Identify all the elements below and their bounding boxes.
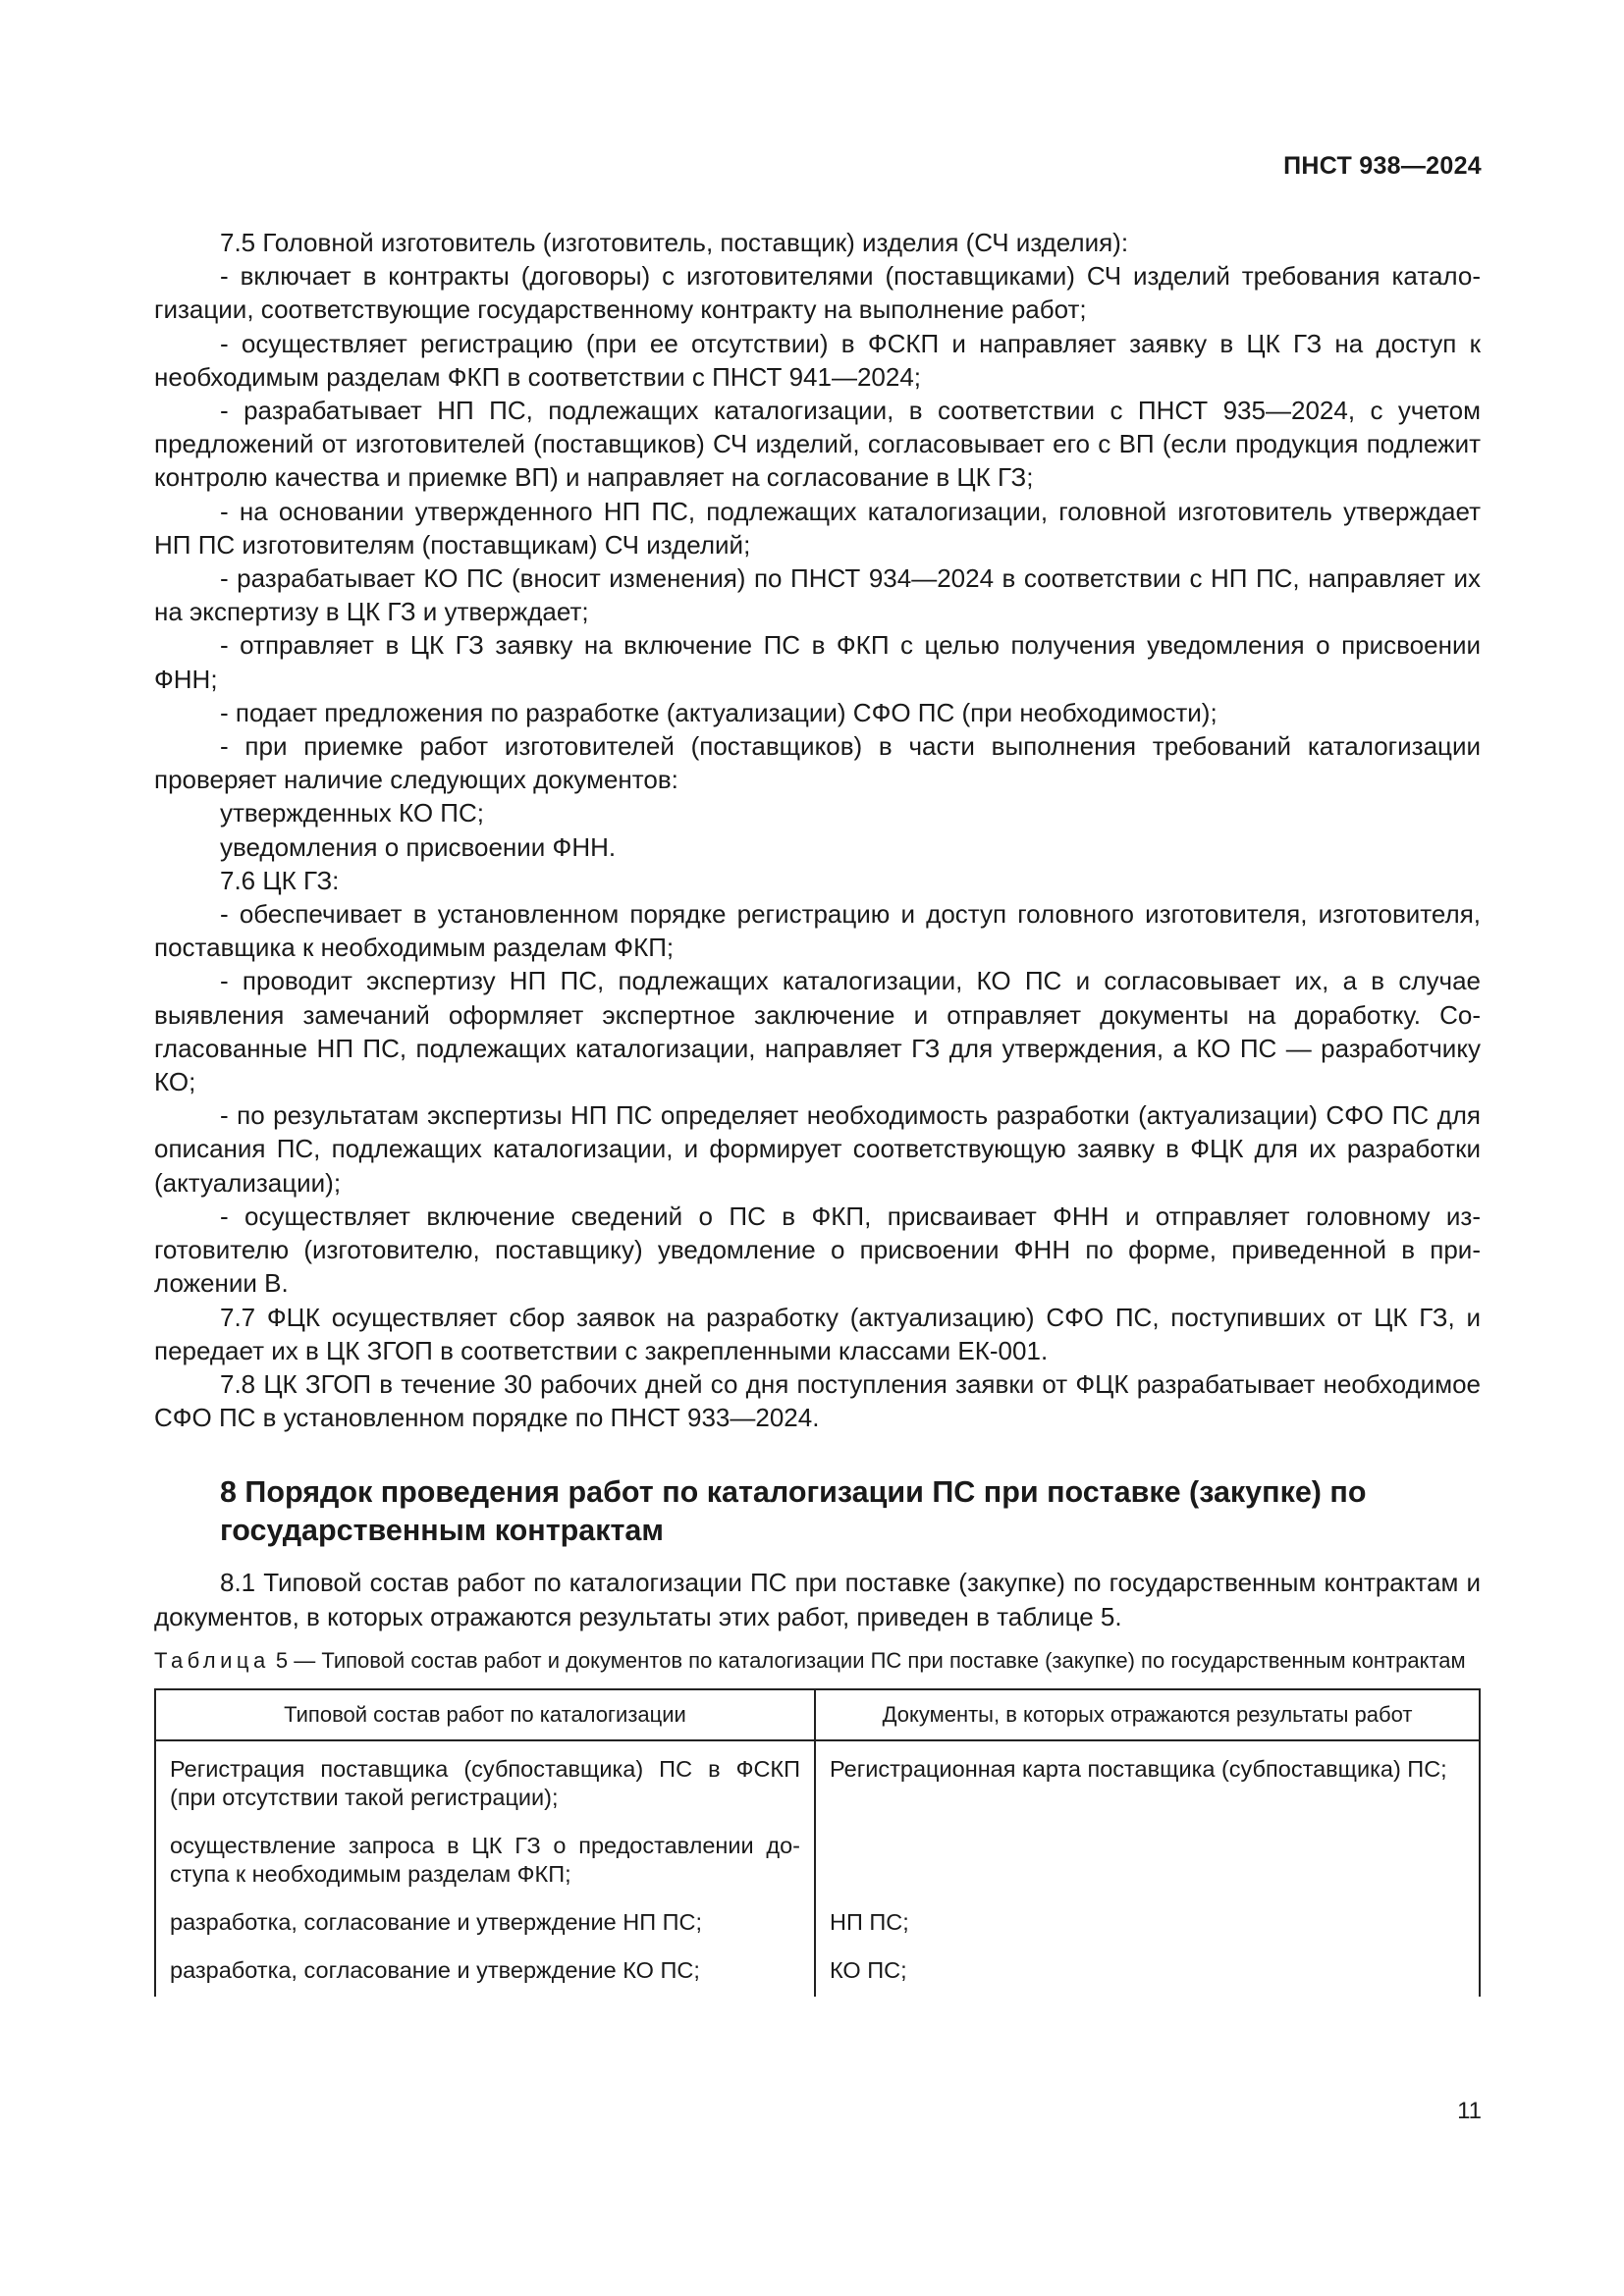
list-item: - разрабатывает КО ПС (вносит изменения) по ПНСТ 934—2024 в соответствии с НП ПС, направляет их на экспертизу в ЦК ГЗ и утверждает; (154, 563, 1481, 627)
list-item: - на основании утвержденного НП ПС, подлежащих каталогизации, головной изготовитель утверждает НП ПС изготовителям (поставщикам) СЧ изделий; (154, 496, 1481, 560)
list-item: - проводит экспертизу НП ПС, подлежащих каталогизации, КО ПС и согласовывает их, а в случае выявления замечаний оформляет экспертное заключение и отправляет документы на доработку. Согласованные НП ПС, подлежащих каталогизации, направляет ГЗ для утверждения, а КО ПС — разработчику КО; (154, 966, 1481, 1097)
list-item: - по результатам экспертизы НП ПС определяет необходимость разработки (актуализации) СФО ПС для описания ПС, подлежащих каталогизации, и формирует соответствующую заявку в ФЦК для их разработки (актуализации); (154, 1100, 1481, 1198)
list-item: - осуществляет регистрацию (при ее отсутствии) в ФСКП и направляет заявку в ЦК ГЗ на доступ к необходимым разделам ФКП в соответствии с ПНСТ 941—2024; (154, 328, 1481, 392)
table-caption-text: 5 — Типовой состав работ и документов по каталогизации ПС при поставке (закупке) по государственным контрактам (275, 1647, 1466, 1673)
table-row (155, 1900, 1480, 1949)
table-cell: Регистрация поставщика (субпоставщика) ПС в ФСКП (при отсутствии такой регистрации); (155, 1740, 815, 1824)
list-item: - включает в контракты (договоры) с изготовителями (поставщиками) СЧ изделий требования каталогизации, соответствующие государственному контракту на выполнение работ; (154, 261, 1481, 325)
table-cell: разработка, согласование и утверждение КО ПС; (155, 1949, 815, 1997)
table-header-row (155, 1689, 1480, 1740)
sub-list-item: уведомления о присвоении ФНН. (220, 831, 617, 862)
table-row (155, 1949, 1480, 1997)
list-item: - осуществляет включение сведений о ПС в ФКП, присваивает ФНН и отправляет головному изготовителю (изготовителю, поставщику) уведомление о присвоении ФНН по форме, приведенной в приложении В. (154, 1201, 1481, 1299)
section-8-heading: 8 Порядок проведения работ по каталогизации ПС при поставке (закупке) по государственным контрактам (220, 1475, 1367, 1548)
list-item: - обеспечивает в установленном порядке регистрацию и доступ головного изготовителя, изготовителя, поставщика к необходимым разделам ФКП; (154, 899, 1481, 963)
list-item: - отправляет в ЦК ГЗ заявку на включение ПС в ФКП с целью получения уведомления о присвоении ФНН; (154, 630, 1481, 694)
table-header-cell: Типовой состав работ по каталогизации (155, 1689, 815, 1740)
document-code: ПНСТ 938—2024 (1283, 152, 1482, 180)
table-cell: НП ПС; (815, 1900, 1480, 1949)
list-item: - при приемке работ изготовителей (поставщиков) в части выполнения требований каталогизации проверяет наличие следующих документов: (154, 731, 1481, 795)
table-cell (815, 1824, 1480, 1900)
table-header-cell: Документы, в которых отражаются результаты работ (815, 1689, 1480, 1740)
page-body (154, 226, 1481, 1997)
paragraph-7-6: 7.6 ЦК ГЗ: (220, 865, 340, 895)
table-5-caption (154, 1647, 1481, 1675)
table-cell: Регистрационная карта поставщика (субпоставщика) ПС; (815, 1740, 1480, 1824)
table-cell: осуществление запроса в ЦК ГЗ о предоставлении доступа к необходимым разделам ФКП; (155, 1824, 815, 1900)
table-caption-label: Таблица (154, 1647, 270, 1673)
paragraph-8-1: 8.1 Типовой состав работ по каталогизации ПС при поставке (закупке) по государственным контрактам и документов, в которых отражаются результаты этих работ, приведен в таблице 5. (154, 1568, 1481, 1631)
table-cell: КО ПС; (815, 1949, 1480, 1997)
list-item: - подает предложения по разработке (актуализации) СФО ПС (при необходимости); (220, 697, 1218, 727)
paragraph-7-7: 7.7 ФЦК осуществляет сбор заявок на разработку (актуализацию) СФО ПС, поступивших от ЦК ГЗ, и передает их в ЦК ЗГОП в соответствии с закрепленными классами ЕК-001. (154, 1302, 1481, 1365)
table-row (155, 1824, 1480, 1900)
sub-list-item: утвержденных КО ПС; (220, 798, 484, 828)
table-5 (154, 1688, 1481, 1997)
table-row (155, 1740, 1480, 1824)
list-item: - разрабатывает НП ПС, подлежащих каталогизации, в соответствии с ПНСТ 935—2024, с учетом предложений от изготовителей (поставщиков) СЧ изделий, согласовывает его с ВП (если продукция подлежит контролю качества и приемке ВП) и направляет на согласование в ЦК ГЗ; (154, 396, 1481, 493)
page-number: 11 (1457, 2098, 1482, 2124)
table-cell: разработка, согласование и утверждение НП ПС; (155, 1900, 815, 1949)
paragraph-7-5: 7.5 Головной изготовитель (изготовитель, поставщик) изделия (СЧ изделия): (220, 228, 1129, 257)
paragraph-7-8: 7.8 ЦК ЗГОП в течение 30 рабочих дней со дня поступления заявки от ФЦК разрабатывает необходимое СФО ПС в установленном порядке по ПНСТ 933—2024. (154, 1368, 1481, 1433)
